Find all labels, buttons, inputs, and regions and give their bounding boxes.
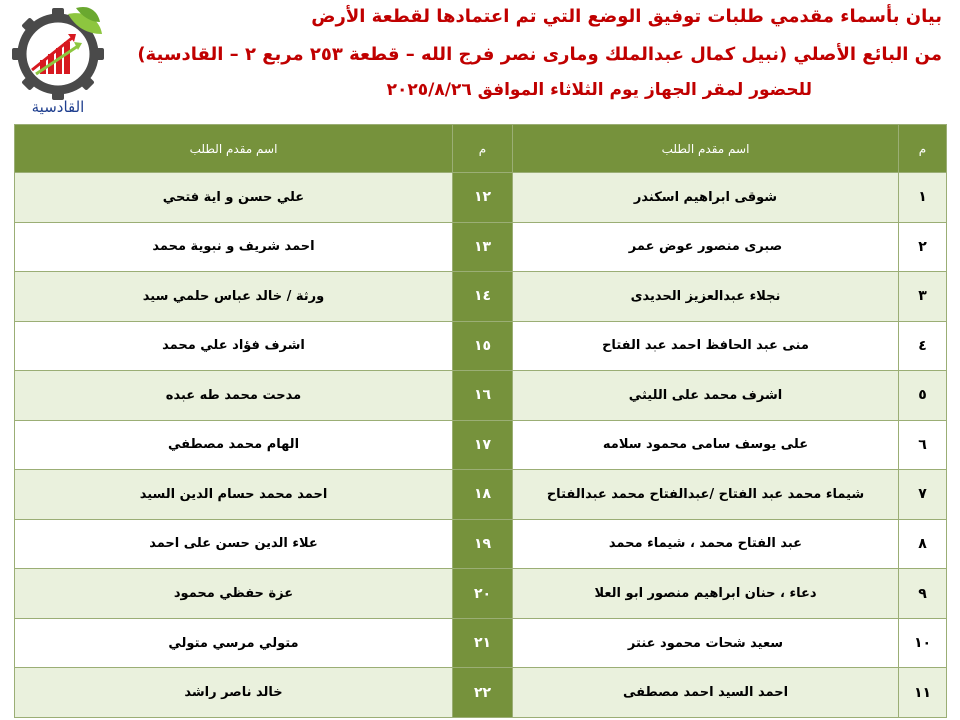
applicant-name-left: عزة حفظي محمود [15,569,453,619]
row-number-right: ٨ [899,519,947,569]
applicants-table [14,124,947,718]
table-row [15,618,947,668]
applicant-name-left: علي حسن و اية فتحي [15,173,453,223]
applicant-name-right: على يوسف سامى محمود سلامه [513,420,899,470]
table-row [15,470,947,520]
row-number-right: ٧ [899,470,947,520]
qadisiya-logo [6,4,110,120]
row-number-right: ٤ [899,321,947,371]
applicant-name-left: متولي مرسي متولي [15,618,453,668]
row-number-left: ٢٠ [453,569,513,619]
row-number-right: ٢ [899,222,947,272]
row-number-right: ٥ [899,371,947,421]
table-row [15,272,947,322]
row-number-right: ١ [899,173,947,223]
table-row [15,321,947,371]
applicant-name-right: نجلاء عبدالعزيز الحديدى [513,272,899,322]
title-line-3: للحضور لمقر الجهاز يوم الثلاثاء الموافق ٢٠٢٥/٨/٢٦ [386,80,812,100]
applicant-name-left: خالد ناصر راشد [15,668,453,718]
row-number-left: ١٩ [453,519,513,569]
applicant-name-left: احمد شريف و نبوية محمد [15,222,453,272]
applicant-name-right: احمد السيد احمد مصطفى [513,668,899,718]
row-number-left: ١٦ [453,371,513,421]
title-line-2: من البائع الأصلي (نبيل كمال عبدالملك ومارى نصر فرج الله – قطعة ٢٥٣ مربع ٢ – القادسية) [137,44,942,65]
table-row [15,569,947,619]
table-row [15,173,947,223]
applicant-name-right: شيماء محمد عبد الفتاح /عبدالفتاح محمد عبدالفتاح [513,470,899,520]
applicant-name-left: مدحت محمد طه عبده [15,371,453,421]
applicant-name-right: شوقى ابراهيم اسكندر [513,173,899,223]
applicant-name-right: عبد الفتاح محمد ، شيماء محمد [513,519,899,569]
row-number-right: ٦ [899,420,947,470]
gear-logo-icon [6,4,110,100]
row-number-left: ١٣ [453,222,513,272]
table-row [15,222,947,272]
applicant-name-right: سعيد شحات محمود عنتر [513,618,899,668]
applicant-name-left: احمد محمد حسام الدين السيد [15,470,453,520]
header-num-1: م [899,125,947,173]
row-number-left: ١٤ [453,272,513,322]
table-header-row [15,125,947,173]
title-line-1: بيان بأسماء مقدمي طلبات توفيق الوضع التي تم اعتمادها لقطعة الأرض [311,6,942,27]
table-row [15,519,947,569]
applicant-name-right: اشرف محمد على الليثي [513,371,899,421]
row-number-left: ٢١ [453,618,513,668]
applicant-name-right: دعاء ، حنان ابراهيم منصور ابو العلا [513,569,899,619]
row-number-right: ٩ [899,569,947,619]
header-num-2: م [453,125,513,173]
applicant-name-left: علاء الدين حسن على احمد [15,519,453,569]
header-name-1: اسم مقدم الطلب [513,125,899,173]
table-row [15,420,947,470]
header-name-2: اسم مقدم الطلب [15,125,453,173]
row-number-left: ١٧ [453,420,513,470]
row-number-left: ١٢ [453,173,513,223]
applicant-name-left: اشرف فؤاد علي محمد [15,321,453,371]
logo-caption: القادسية [31,98,85,116]
row-number-left: ١٥ [453,321,513,371]
applicant-name-right: منى عبد الحافظ احمد عبد الفتاح [513,321,899,371]
table-row [15,371,947,421]
applicant-name-left: ورثة / خالد عباس حلمي سيد [15,272,453,322]
applicant-name-right: صبرى منصور عوض عمر [513,222,899,272]
applicant-name-left: الهام محمد مصطفي [15,420,453,470]
row-number-left: ١٨ [453,470,513,520]
table-row [15,668,947,718]
row-number-right: ٣ [899,272,947,322]
row-number-left: ٢٢ [453,668,513,718]
row-number-right: ١٠ [899,618,947,668]
table-body [15,173,947,718]
row-number-right: ١١ [899,668,947,718]
